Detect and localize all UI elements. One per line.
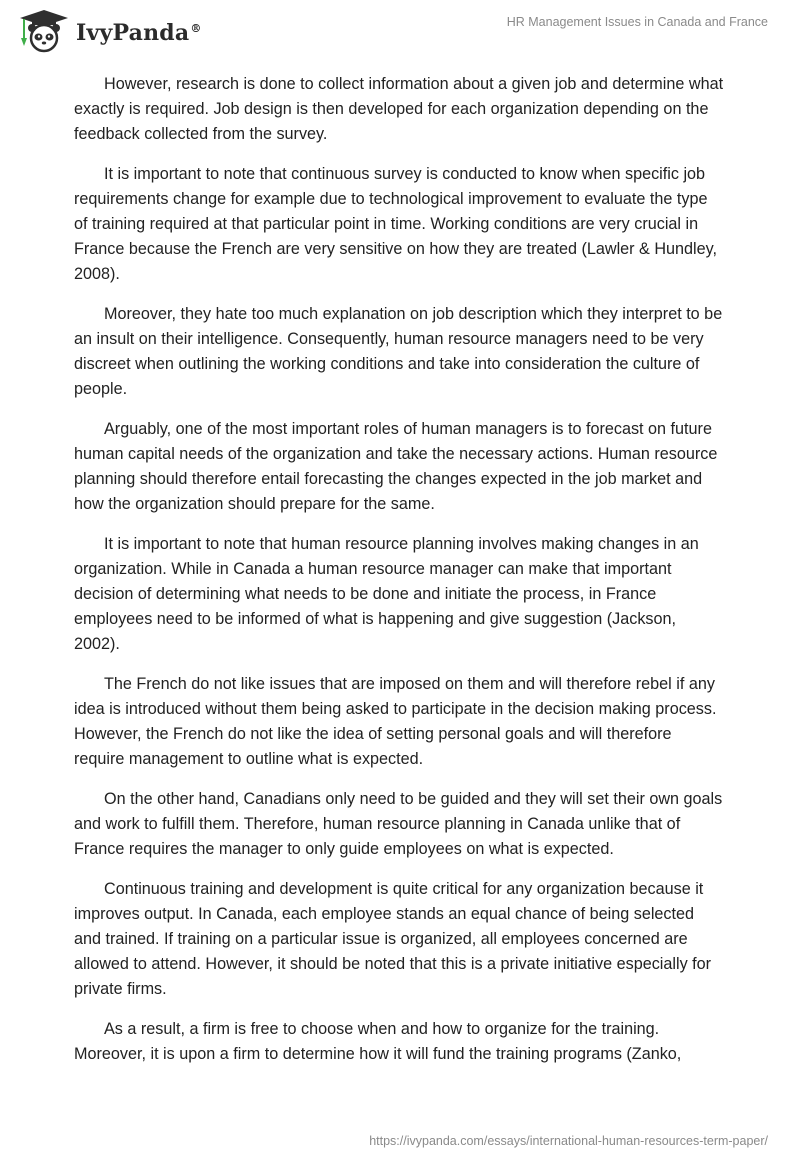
paragraph: The French do not like issues that are imposed on them and will therefore rebel if any idea is introduced without them being asked to participate in the decision making process. However, the French do not like the idea of setting personal goals and will therefore require management to outline what is expected. — [74, 675, 717, 768]
paragraph: Arguably, one of the most important roles of human managers is to forecast on future human capital needs of the organization and take the necessary actions. Human resource planning should therefore entail forecasting the changes expected in the job market and how the organization should prepare for the same. — [74, 420, 718, 513]
paragraph: Continuous training and development is quite critical for any organization because it improves output. In Canada, each employee stands an equal chance of being selected and trained. If training on a particular issue is organized, all employees concerned are allowed to attend. However, it should be noted that this is a private initiative especially for private firms. — [74, 880, 712, 998]
paragraph: It is important to note that continuous survey is conducted to know when specific job requirements change for example due to technological improvement to evaluate the type of training required at that particular point in time. Working conditions are very crucial in France because the French are very sensitive on how they are treated (Lawler & Hundley, 2008). — [74, 165, 718, 283]
ivypanda-logo[interactable] — [14, 8, 202, 54]
paragraph: Moreover, they hate too much explanation on job description which they interpret to be an insult on their intelligence. Consequently, human resource managers need to be very discreet when outlining the working conditions and take into consideration the culture of people. — [74, 305, 723, 398]
paragraph: On the other hand, Canadians only need to be guided and they will set their own goals and work to fulfill them. Therefore, human resource planning in Canada unlike that of France requires the manager to only guide employees on what is expected. — [74, 790, 723, 858]
essay-body — [74, 72, 724, 1082]
paragraph: However, research is done to collect information about a given job and determine what exactly is required. Job design is then developed for each organization depending on the feedback collected from the survey. — [74, 75, 724, 143]
source-url[interactable]: https://ivypanda.com/essays/international-human-resources-term-paper/ — [369, 1134, 768, 1148]
page-header — [0, 0, 800, 62]
paragraph: As a result, a firm is free to choose when and how to organize for the training. Moreover, it is upon a firm to determine how it will fund the training programs (Zanko, — [74, 1020, 682, 1063]
paragraph: It is important to note that human resource planning involves making changes in an organization. While in Canada a human resource manager can make that important decision of determining what needs to be done and initiate the process, in France employees need to be informed of what is happening and give suggestion (Jackson, 2002). — [74, 535, 699, 653]
panda-graduate-icon — [14, 8, 70, 54]
document-title: HR Management Issues in Canada and France — [506, 15, 768, 29]
brand-name: IvyPanda® — [76, 20, 202, 46]
